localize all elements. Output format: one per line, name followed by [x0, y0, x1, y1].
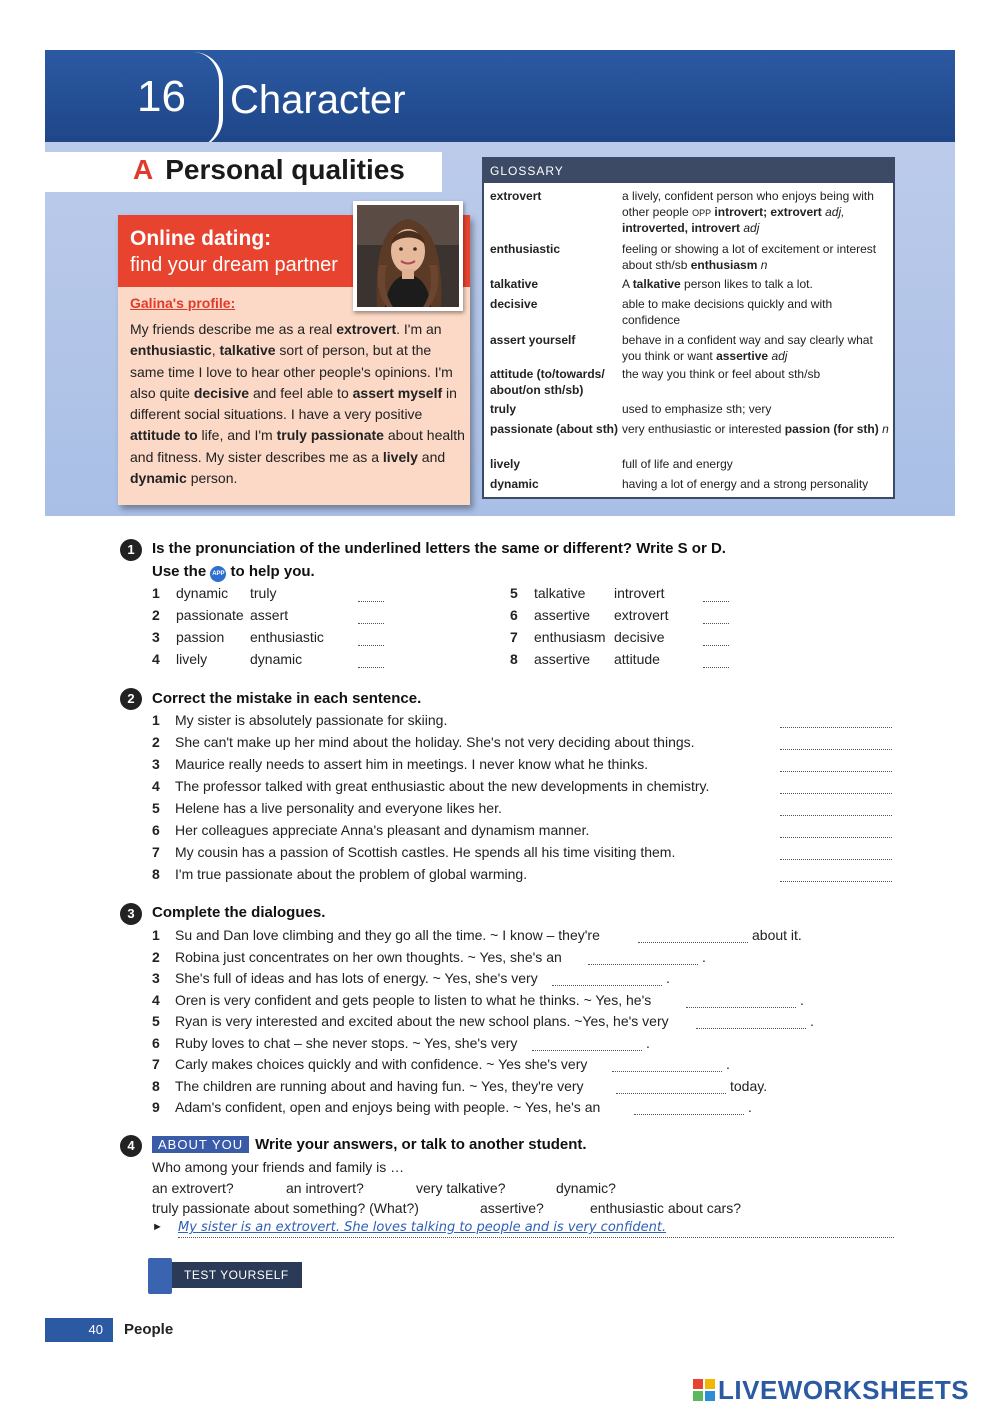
word-a: assertive — [534, 607, 591, 623]
exercise-3-dialogue — [152, 1035, 517, 1051]
exercise-1-subtitle-a: Use the — [152, 563, 207, 580]
answer-blank[interactable] — [686, 998, 796, 1008]
item-number: 3 — [152, 629, 160, 645]
dialogue-text: Robina just concentrates on her own thoughts. ~ Yes, she's an — [175, 948, 562, 965]
dialogue-text: Ruby loves to chat – she never stops. ~ Yes, she's very — [175, 1034, 518, 1051]
book-icon — [148, 1258, 172, 1294]
item-number: 1 — [152, 927, 160, 943]
item-number: 1 — [152, 585, 160, 601]
glossary-definition-run: enthusiasm — [690, 257, 758, 272]
exercise-3-dialogue — [152, 1013, 669, 1029]
item-number: 8 — [510, 651, 518, 667]
dialogue-text: Oren is very confident and gets people to listen to what he thinks. ~ Yes, he's — [175, 991, 652, 1008]
profile-keyword: truly passionate — [276, 427, 384, 444]
exercise-4-option-6: assertive? — [480, 1200, 544, 1216]
profile-text-run: sort of person, but at the same time I love to hear other people's opinions. I'm also quite — [130, 342, 453, 401]
exercise-2-title: Correct the mistake in each sentence. — [152, 690, 422, 707]
glossary-definition-run: able to make decisions quickly and with confidence — [622, 297, 833, 327]
glossary-definition-run: behave in a confident way and say clearly what you think or want — [622, 333, 873, 363]
exercise-2-sentence — [152, 734, 695, 750]
exercise-2-sentence — [152, 844, 675, 860]
profile-text-run: about health and fitness. My sister describes me as a — [130, 427, 465, 465]
sentence-text: My sister is absolutely passionate for skiing. — [175, 712, 448, 728]
exercise-3-dialogue — [152, 992, 651, 1008]
glossary-definition-run: having a lot of energy and a strong personality — [622, 477, 869, 491]
dialogue-text: She's full of ideas and has lots of energy. ~ Yes, she's very — [175, 970, 538, 986]
word-a: dynamic — [176, 585, 229, 601]
exercise-1-item — [510, 607, 533, 623]
answer-blank[interactable] — [532, 1041, 642, 1051]
item-number: 7 — [152, 1056, 160, 1072]
answer-blank[interactable] — [552, 976, 662, 986]
item-number: 7 — [510, 629, 518, 645]
exercise-3-dialogue — [152, 970, 538, 986]
exercise-1-item — [152, 629, 175, 645]
profile-card — [118, 215, 470, 505]
app-icon: APP — [210, 566, 226, 582]
answer-blank[interactable] — [703, 592, 729, 602]
exercise-1-item — [510, 629, 533, 645]
glossary-term: assert yourself — [490, 333, 576, 347]
answer-blank[interactable] — [703, 658, 729, 668]
item-number: 1 — [152, 712, 160, 728]
word-b: introvert — [614, 585, 665, 601]
answer-blank[interactable] — [638, 933, 748, 943]
exercise-1-subtitle-b: to help you. — [230, 563, 315, 580]
item-number: 4 — [152, 651, 160, 667]
sentence-text: My cousin has a passion of Scottish castles. He spends all his time visiting them. — [175, 844, 676, 860]
unit-number: 16 — [137, 72, 186, 121]
model-answer: My sister is an extrovert. She loves talking to people and is very confident. — [178, 1220, 894, 1238]
glossary-term: lively — [490, 457, 521, 471]
glossary-term: decisive — [490, 297, 538, 311]
word-b: truly — [250, 585, 277, 601]
exercise-2-number: 2 — [120, 688, 142, 710]
profile-text — [130, 319, 465, 489]
exercise-3-dialogue — [152, 1099, 600, 1115]
answer-blank[interactable] — [358, 614, 384, 624]
exercise-3-dialogue — [152, 1078, 584, 1094]
glossary-definition-run: very enthusiastic or interested — [622, 422, 785, 436]
answer-blank[interactable] — [703, 636, 729, 646]
sentence-text: She can't make up her mind about the holiday. She's not very deciding about things. — [175, 734, 695, 750]
exercise-3-number: 3 — [120, 903, 142, 925]
dialogue-text: Su and Dan love climbing and they go all the time. ~ I know – they're — [175, 927, 600, 943]
glossary-definition-run: n — [757, 257, 768, 272]
exercise-4-option-7: enthusiastic about cars? — [590, 1200, 741, 1216]
exercise-1-item — [152, 651, 175, 667]
exercise-4-option-5: truly passionate about something? (What?) — [152, 1200, 419, 1216]
word-b: attitude — [614, 651, 660, 667]
word-a: talkative — [534, 585, 586, 601]
glossary-definition-run: OPP — [692, 207, 712, 218]
page-number: 40 — [88, 1322, 103, 1337]
glossary-definition — [622, 457, 892, 473]
profile-text-run: person. — [186, 470, 238, 487]
answer-blank[interactable] — [780, 762, 892, 772]
exercise-1-item — [510, 651, 533, 667]
glossary-definition-run: person likes to talk a lot. — [680, 277, 813, 291]
glossary-term: attitude (to/towards/ about/on sth/sb) — [490, 367, 605, 397]
unit-header — [45, 50, 955, 142]
profile-keyword: talkative — [219, 342, 276, 359]
dialogue-ending: today. — [730, 1077, 768, 1094]
exercise-2-sentence — [152, 712, 447, 728]
item-number: 5 — [152, 800, 160, 816]
page-section: People — [124, 1321, 174, 1338]
dialogue-ending: . — [810, 1013, 814, 1029]
exercise-4-question: Who among your friends and family is … — [152, 1159, 405, 1175]
glossary-definition-run: adj — [768, 348, 788, 363]
logo-squares-icon — [693, 1379, 715, 1401]
glossary-definition-run: talkative — [632, 277, 681, 291]
exercise-1-number: 1 — [120, 539, 142, 561]
dialogue-text: The children are running about and having fun. ~ Yes, they're very — [175, 1077, 584, 1094]
glossary-definition-run: feeling or showing a lot of excitement or interest about sth/sb — [622, 242, 877, 272]
item-number: 2 — [152, 607, 160, 623]
arrow-icon: ► — [152, 1221, 163, 1233]
profile-text-run: . I'm an — [396, 321, 442, 337]
item-number: 2 — [152, 948, 160, 965]
exercise-3-dialogue — [152, 927, 600, 943]
exercise-2-sentence — [152, 800, 502, 816]
item-number: 3 — [152, 756, 160, 772]
sentence-text: Her colleagues appreciate Anna's pleasant and dynamism manner. — [175, 822, 590, 838]
unit-title: Character — [230, 78, 406, 122]
profile-keyword: enthusiastic — [130, 342, 212, 359]
glossary-definition-run: full of life and energy — [622, 457, 733, 471]
word-b: assert — [250, 607, 289, 623]
item-number: 3 — [152, 970, 160, 986]
exercise-4-option-1: an extrovert? — [152, 1180, 234, 1196]
answer-blank[interactable] — [780, 718, 892, 728]
glossary-term: passionate (about sth) — [490, 422, 619, 436]
word-b: decisive — [614, 629, 665, 645]
unit-divider — [193, 52, 223, 148]
exercise-1-item — [510, 585, 533, 601]
item-number: 5 — [152, 1013, 160, 1029]
profile-text-run: and feel able to — [249, 384, 353, 401]
glossary-heading: GLOSSARY — [484, 159, 893, 183]
test-yourself-button[interactable] — [152, 1262, 302, 1288]
glossary-definition-run: n — [878, 422, 889, 436]
glossary-definition-run: a lively, confident person who enjoys being with other people — [622, 189, 874, 219]
dialogue-ending: . — [800, 991, 804, 1008]
section-letter: A — [133, 154, 154, 185]
profile-keyword: decisive — [193, 384, 250, 401]
section-heading-strip — [45, 152, 442, 192]
word-a: assertive — [534, 651, 591, 667]
sentence-text: Helene has a live personality and everyone likes her. — [175, 800, 502, 816]
liveworksheets-wordmark: LIVEWORKSHEETS — [718, 1375, 970, 1405]
glossary-definition-run: adj — [740, 221, 760, 235]
glossary-definition — [622, 242, 892, 273]
glossary-term: extrovert — [490, 189, 542, 203]
answer-blank[interactable] — [358, 658, 384, 668]
profile-text-run: life, and I'm — [197, 427, 277, 444]
dialogue-text: Ryan is very interested and excited about the new school plans. ~Yes, he's very — [175, 1013, 669, 1029]
glossary-definition — [622, 189, 892, 237]
exercise-4-number: 4 — [120, 1135, 142, 1157]
profile-portrait-image — [357, 205, 459, 307]
exercise-3-title: Complete the dialogues. — [152, 904, 326, 921]
answer-blank[interactable] — [588, 955, 698, 965]
dialogue-ending: . — [666, 970, 670, 986]
section-title-text: Personal qualities — [165, 154, 405, 185]
word-b: enthusiastic — [250, 629, 324, 645]
profile-keyword: attitude to — [130, 427, 198, 444]
glossary-definition-run: introvert; extrovert — [714, 204, 822, 219]
dialogue-ending: . — [646, 1034, 650, 1051]
word-a: passion — [176, 629, 225, 645]
glossary-definition — [622, 477, 892, 493]
item-number: 9 — [152, 1099, 160, 1115]
glossary-definition — [622, 277, 892, 293]
answer-blank[interactable] — [703, 614, 729, 624]
item-number: 6 — [152, 1034, 160, 1051]
glossary-term: talkative — [490, 277, 539, 291]
item-number: 5 — [510, 585, 518, 601]
profile-text-run: My friends describe me as a real — [130, 321, 337, 337]
exercise-1-item — [152, 585, 175, 601]
page-number-box — [45, 1318, 113, 1342]
dialogue-text: Adam's confident, open and enjoys being with people. ~ Yes, he's an — [175, 1099, 601, 1115]
glossary-definition-run: introverted, introvert — [622, 221, 741, 235]
exercise-2-sentence — [152, 756, 648, 772]
answer-blank[interactable] — [616, 1084, 726, 1094]
answer-blank[interactable] — [780, 828, 892, 838]
glossary-definition-run: assertive — [716, 348, 769, 363]
glossary-definition-run: adj, — [821, 204, 845, 219]
profile-photo — [353, 201, 463, 311]
exercise-1-subtitle — [152, 563, 315, 582]
glossary-definition — [622, 333, 892, 364]
item-number: 6 — [152, 822, 160, 838]
exercise-4-option-3: very talkative? — [416, 1180, 506, 1196]
item-number: 2 — [152, 734, 160, 750]
answer-blank[interactable] — [780, 784, 892, 794]
item-number: 7 — [152, 844, 160, 860]
answer-blank[interactable] — [780, 806, 892, 816]
dialogue-text: Carly makes choices quickly and with confidence. ~ Yes she's very — [175, 1056, 588, 1072]
answer-blank[interactable] — [612, 1062, 722, 1072]
item-number: 4 — [152, 778, 160, 794]
profile-keyword: extrovert — [336, 321, 397, 337]
answer-blank[interactable] — [358, 636, 384, 646]
glossary-box — [482, 157, 895, 499]
answer-blank[interactable] — [634, 1105, 744, 1115]
exercise-3-dialogue — [152, 949, 562, 965]
exercise-2-sentence — [152, 822, 589, 838]
item-number: 6 — [510, 607, 518, 623]
exercise-2-sentence — [152, 778, 709, 794]
glossary-definition-run: used to emphasize sth; very — [622, 402, 772, 416]
answer-blank[interactable] — [780, 850, 892, 860]
sentence-text: The professor talked with great enthusiastic about the new developments in chemistry. — [175, 778, 710, 794]
answer-blank[interactable] — [780, 872, 892, 882]
section-title — [133, 154, 405, 186]
exercise-4-title-text: Write your answers, or talk to another student. — [255, 1136, 587, 1153]
dialogue-ending: . — [748, 1099, 752, 1115]
answer-blank[interactable] — [696, 1019, 806, 1029]
item-number: 4 — [152, 991, 160, 1008]
profile-keyword: dynamic — [130, 470, 187, 487]
exercise-3-dialogue — [152, 1056, 587, 1072]
dating-subtitle: find your dream partner — [130, 254, 338, 276]
glossary-definition-run: passion (for sth) — [784, 422, 879, 436]
exercise-2-sentence — [152, 866, 527, 882]
glossary-definition — [622, 402, 892, 418]
word-b: dynamic — [250, 651, 303, 667]
exercise-1-title: Is the pronunciation of the underlined letters the same or different? Write S or D. — [152, 540, 726, 557]
dating-title: Online dating: — [130, 227, 272, 250]
profile-text-run: in different social situations. I have a very positive — [130, 384, 457, 423]
exercise-4-option-2: an introvert? — [286, 1180, 364, 1196]
test-yourself-label: TEST YOURSELF — [184, 1268, 289, 1282]
glossary-term: enthusiastic — [490, 242, 561, 256]
profile-heading: Galina's profile: — [130, 295, 236, 311]
glossary-definition — [622, 297, 892, 328]
word-a: passionate — [176, 607, 244, 623]
glossary-definition — [622, 367, 892, 383]
item-number: 8 — [152, 1077, 160, 1094]
glossary-term: truly — [490, 402, 517, 416]
dialogue-ending: . — [702, 948, 706, 965]
exercise-4-title — [152, 1136, 587, 1153]
answer-blank[interactable] — [780, 740, 892, 750]
glossary-definition — [622, 422, 892, 438]
answer-blank[interactable] — [358, 592, 384, 602]
glossary-definition-run: the way you think or feel about sth/sb — [622, 367, 821, 381]
exercise-4-option-4: dynamic? — [556, 1180, 616, 1196]
about-you-badge: ABOUT YOU — [152, 1136, 249, 1153]
dialogue-ending: about it. — [752, 927, 802, 943]
profile-text-run: , — [211, 342, 220, 359]
dialogue-ending: . — [726, 1056, 730, 1072]
item-number: 8 — [152, 866, 160, 882]
sentence-text: I'm true passionate about the problem of global warming. — [175, 866, 528, 882]
sentence-text: Maurice really needs to assert him in meetings. I never know what he thinks. — [175, 756, 649, 772]
word-a: enthusiasm — [534, 629, 606, 645]
profile-keyword: assert myself — [352, 384, 443, 401]
word-a: lively — [176, 651, 208, 667]
word-b: extrovert — [614, 607, 669, 623]
profile-keyword: lively — [382, 448, 418, 465]
exercise-1-item — [152, 607, 175, 623]
profile-text-run: and — [417, 448, 446, 465]
glossary-definition-run: A — [622, 277, 633, 291]
glossary-term: dynamic — [490, 477, 539, 491]
